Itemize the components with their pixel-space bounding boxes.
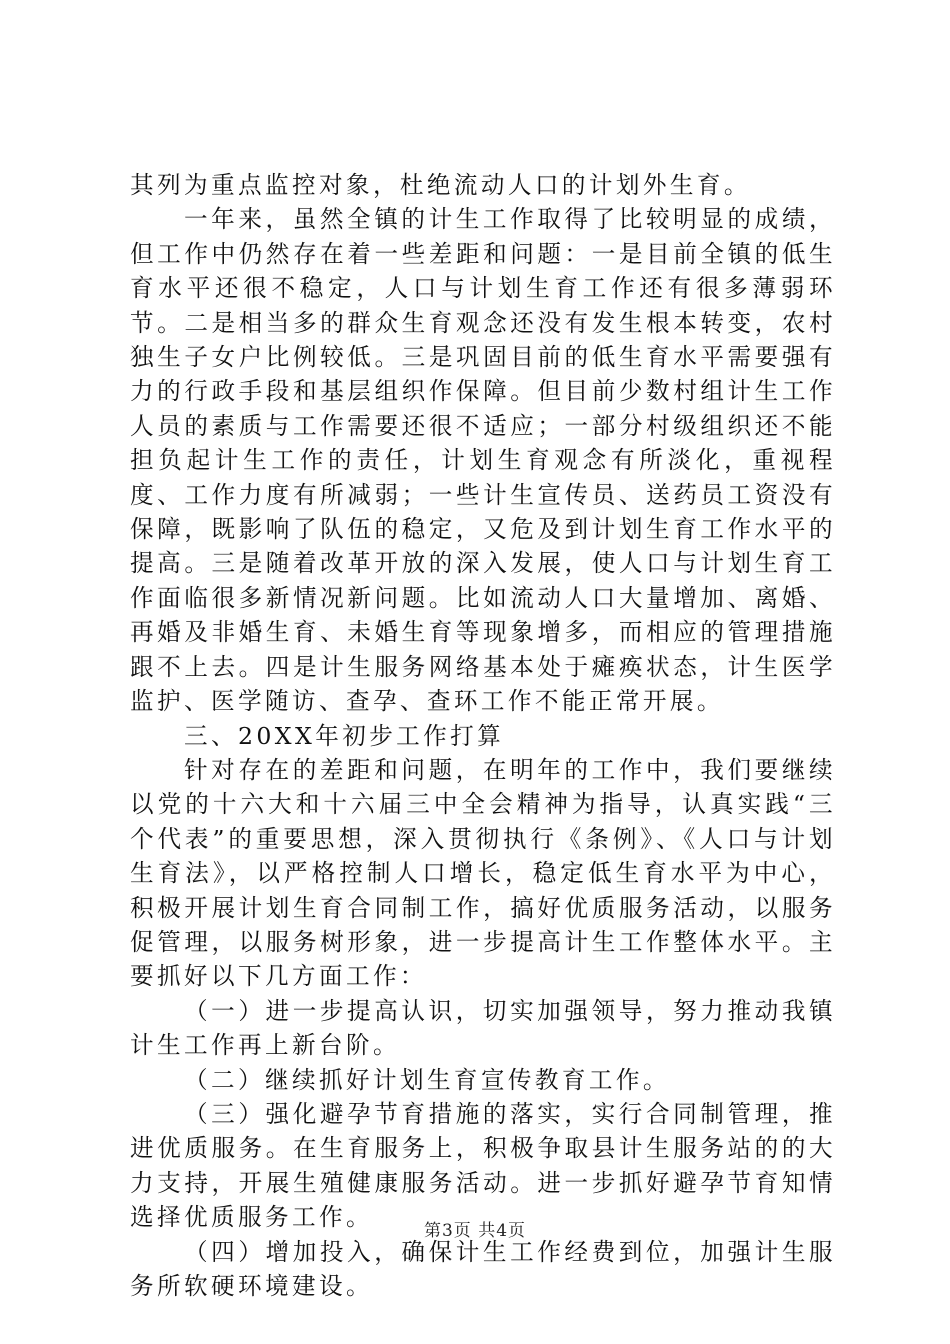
page-footer: 第3页 共4页 — [423, 1221, 527, 1241]
paragraph: 其列为重点监控对象，杜绝流动人口的计划外生育。 — [130, 171, 751, 199]
paragraph: 一年来，虽然全镇的计生工作取得了比较明显的成绩，但工作中仍然存在着一些差距和问题：一是目前全镇的低生育水平还很不稳定，人口与计划生育工作还有很多薄弱环节。二是相当多的群众生育观念还没有发生根本转变，农村独生子女户比例较低。三是巩固目前的低生育水平需要强有力的行政手段和基层组织作保障。但目前少数村组计生工作人员的素质与工作需要还很不适应；一部分村级组织还不能担负起计生工作的责任，计划生育观念有所淡化，重视程度、工作力度有所减弱；一些计生宣传员、送药员工资没有保障，既影响了队伍的稳定，又危及到计划生育工作水平的提高。三是随着改革开放的深入发展，使人口与计划生育工作面临很多新情况新问题。比如流动人口大量增加、离婚、再婚及非婚生育、未婚生育等现象增多，而相应的管理措施跟不上去。四是计生服务网络基本处于瘫痪状态，计生医学监护、医学随访、查孕、查环工作不能正常开展。 — [130, 205, 836, 716]
paragraph: 针对存在的差距和问题，在明年的工作中，我们要继续以党的十六大和十六届三中全会精神为指导，认真实践“三个代表”的重要思想，深入贯彻执行《条例》、《人口与计划生育法》，以严格控制人口增长，稳定低生育水平为中心，积极开展计划生育合同制工作，搞好优质服务活动，以服务促管理，以服务树形象，进一步提高计生工作整体水平。主要抓好以下几方面工作： — [130, 755, 836, 991]
list-item: （三）强化避孕节育措施的落实，实行合同制管理，推进优质服务。在生育服务上，积极争取县计生服务站的的大力支持，开展生殖健康服务活动。进一步抓好避孕节育知情选择优质服务工作。 — [130, 1099, 836, 1232]
section-heading: 三、20XX年初步工作打算 — [184, 721, 505, 750]
list-item: （一）进一步提高认识，切实加强领导，努力推动我镇计生工作再上新台阶。 — [130, 996, 836, 1060]
document-body — [130, 168, 836, 1303]
list-item: （四）增加投入，确保计生工作经费到位，加强计生服务所软硬环境建设。 — [130, 1237, 836, 1300]
list-item: （二）继续抓好计划生育宣传教育工作。 — [184, 1065, 670, 1094]
